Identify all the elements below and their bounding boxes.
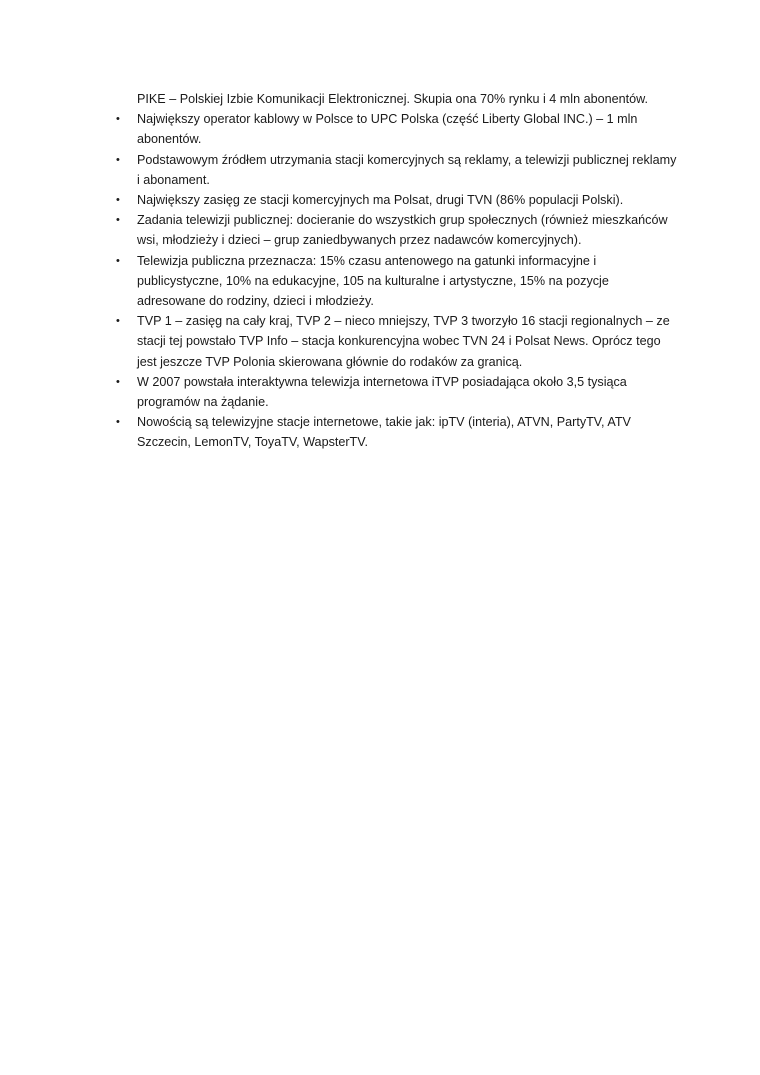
list-item-text: TVP 1 – zasięg na cały kraj, TVP 2 – nieco mniejszy, TVP 3 tworzyło 16 stacji regionalnych – ze stacji tej powstało TVP Info – stacja konkurencyjna wobec TVN 24 i Polsat News. Oprócz tego jest jeszcze TVP Polonia skierowana głównie do rodaków za granicą.: [137, 314, 670, 369]
bullet-list: [116, 109, 677, 452]
list-item: [116, 251, 677, 312]
list-item-text: Największy operator kablowy w Polsce to UPC Polska (część Liberty Global INC.) – 1 mln abonentów.: [137, 112, 638, 147]
list-item-text: W 2007 powstała interaktywna telewizja internetowa iTVP posiadająca około 3,5 tysiąca programów na żądanie.: [137, 374, 627, 410]
bullet-icon: •: [116, 214, 120, 227]
list-item-text: Największy zasięg ze stacji komercyjnych ma Polsat, drugi TVN (86% populacji Polski).: [137, 193, 624, 208]
list-item-text: Podstawowym źródłem utrzymania stacji komercyjnych są reklamy, a telewizji publicznej reklamy i abonament.: [137, 152, 677, 187]
list-item: [116, 150, 677, 190]
bullet-icon: •: [116, 254, 120, 267]
list-item: [116, 109, 677, 149]
list-item-text: Nowością są telewizyjne stacje internetowe, takie jak: ipTV (interia), ATVN, PartyTV, ATV Szczecin, LemonTV, ToyaTV, WapsterTV.: [137, 415, 631, 450]
document-body: [116, 89, 677, 453]
bullet-icon: •: [116, 113, 120, 126]
list-item-text: Telewizja publiczna przeznacza: 15% czasu antenowego na gatunki informacyjne i publicystyczne, 10% na edukacyjne, 105 na kulturalne i artystyczne, 15% na pozycje adresowane do rodziny, dzieci i młodzieży.: [137, 253, 609, 309]
bullet-icon: •: [116, 194, 120, 207]
bullet-icon: •: [116, 153, 120, 166]
list-item: [116, 311, 677, 372]
bullet-icon: •: [116, 375, 120, 388]
bullet-icon: •: [116, 416, 120, 429]
list-item: [116, 372, 677, 412]
list-item-text: Zadania telewizji publicznej: docieranie do wszystkich grup społecznych (również mieszkańców wsi, młodzieży i dzieci – grup zaniedbywanych przez nadawców komercyjnych).: [137, 213, 668, 248]
list-item: [116, 412, 677, 452]
list-item: [116, 190, 677, 210]
bullet-icon: •: [116, 315, 120, 328]
list-item: [116, 210, 677, 250]
continuation-paragraph: PIKE – Polskiej Izbie Komunikacji Elektronicznej. Skupia ona 70% rynku i 4 mln abonentów.: [137, 92, 649, 106]
